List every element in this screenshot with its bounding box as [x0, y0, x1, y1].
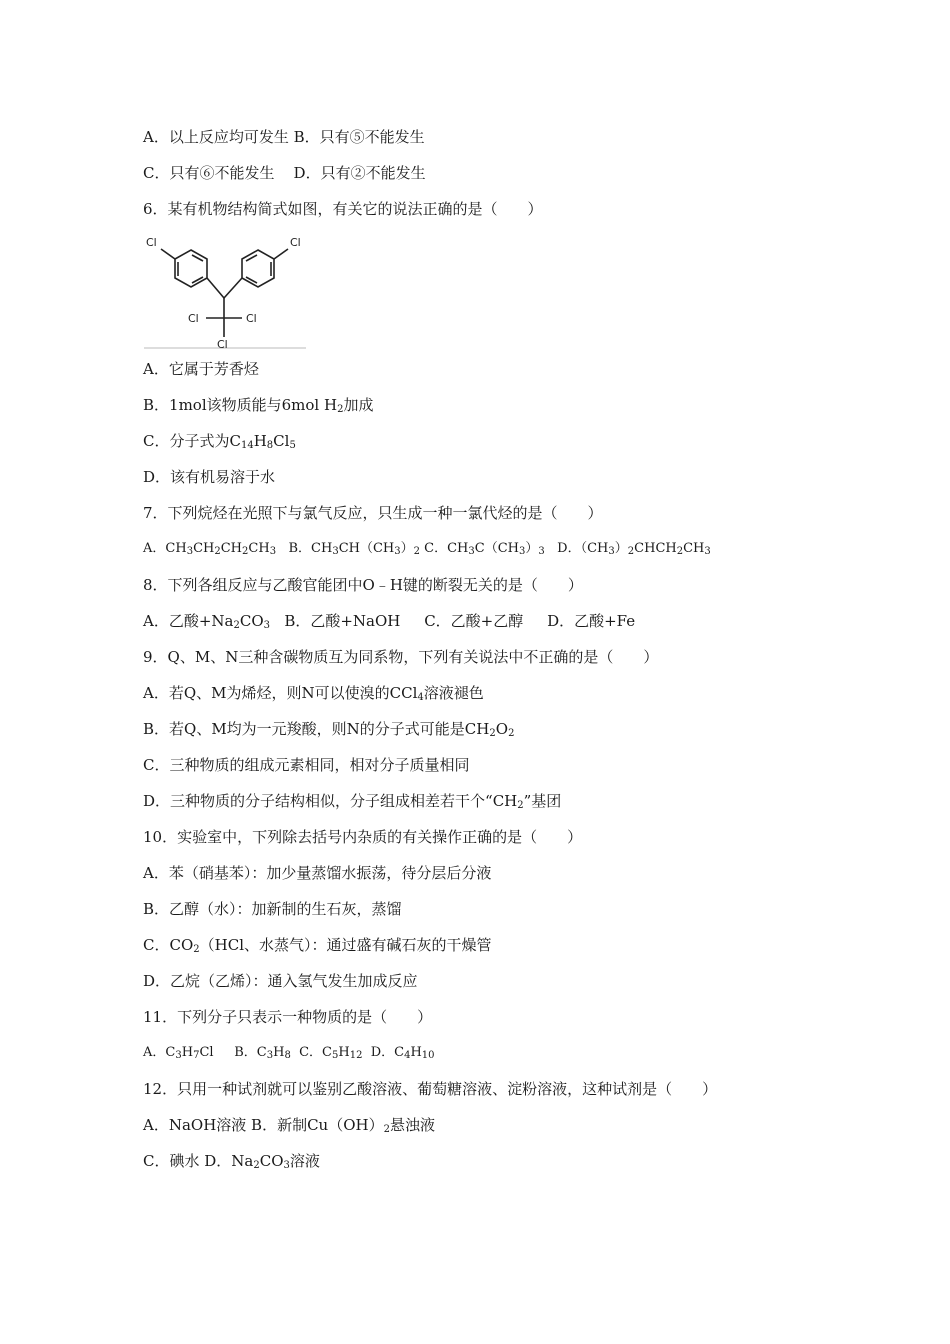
structure-figure [140, 228, 308, 350]
q8-stem: 8．下列各组反应与乙酸官能团中O﹣H键的断裂无关的是（ ） [143, 576, 583, 594]
q7-options: A．$CH_3CH_2CH_2CH_3$ B．$CH_3CH(CH_3)_2$ C．$CH_3C(CH_3)_3$ D．$(CH_3)_2CHCH_2CH_3$ [143, 541, 711, 557]
q9-option-b: B．若Q、M均为一元羧酸，则N的分子式可能是$CH_2O_2$ [143, 720, 515, 739]
chlorine-label: Cl [217, 338, 228, 350]
q8-options: A．乙酸$+Na_2CO_3$ B．乙酸+NaOH C．乙酸+乙醇 D．乙酸+Fe [143, 612, 636, 631]
q11-options: A．$C_3H_7Cl$ B．$C_3H_8$ C．$C_5H_{12}$ D．$C_4H_{10}$ [143, 1045, 435, 1061]
q12-stem: 12．只用一种试剂就可以鉴别乙酸溶液、葡萄糖溶液、淀粉溶液，这种试剂是（ ） [143, 1080, 718, 1098]
q5-options-cd: C．只有⑥不能发生 D．只有②不能发生 [143, 164, 426, 182]
q6-option-a: A．它属于芳香烃 [143, 360, 259, 378]
q12-options-cd: C．碘水 D．$Na_2CO_3$溶液 [143, 1152, 320, 1171]
q9-option-d: D．三种物质的分子结构相似，分子组成相差若干个“$CH_2$”基团 [143, 792, 562, 811]
q9-option-a: A．若Q、M为烯烃，则N可以使溴的CCl$_4$溶液褪色 [143, 684, 484, 703]
q10-option-d: D．乙烷（乙烯）：通入氢气发生加成反应 [143, 972, 418, 990]
chlorine-label: Cl [146, 236, 157, 249]
q9-stem: 9．Q、M、N三种含碳物质互为同系物，下列有关说法中不正确的是（ ） [143, 648, 659, 666]
q5-options-ab: A．以上反应均可发生 B．只有⑤不能发生 [143, 128, 425, 146]
q6-stem: 6．某有机物结构简式如图，有关它的说法正确的是（ ） [143, 200, 543, 218]
q6-option-c: C．分子式为$C_{14}H_8Cl_5$ [143, 432, 296, 451]
chlorine-label: Cl [188, 312, 199, 325]
q9-option-c: C．三种物质的组成元素相同，相对分子质量相同 [143, 756, 470, 774]
q11-stem: 11．下列分子只表示一种物质的是（ ） [143, 1008, 433, 1026]
q10-stem: 10．实验室中，下列除去括号内杂质的有关操作正确的是（ ） [143, 828, 583, 846]
q7-stem: 7．下列烷烃在光照下与氯气反应，只生成一种一氯代烃的是（ ） [143, 504, 603, 522]
q6-option-b: B．1mol该物质能与6mol $H_2$加成 [143, 396, 374, 415]
q12-options-ab: A．NaOH溶液 B．新制$Cu(OH)_2$悬浊液 [143, 1116, 435, 1135]
chlorine-label: Cl [246, 312, 257, 325]
chlorine-label: Cl [290, 236, 301, 249]
q6-option-d: D．该有机易溶于水 [143, 468, 276, 486]
q10-option-b: B．乙醇（水）：加新制的生石灰，蒸馏 [143, 900, 402, 918]
q10-option-a: A．苯（硝基苯）：加少量蒸馏水振荡，待分层后分液 [143, 864, 492, 882]
q10-option-c: C．$CO_2(HCl$、水蒸气）：通过盛有碱石灰的干燥管 [143, 936, 492, 955]
